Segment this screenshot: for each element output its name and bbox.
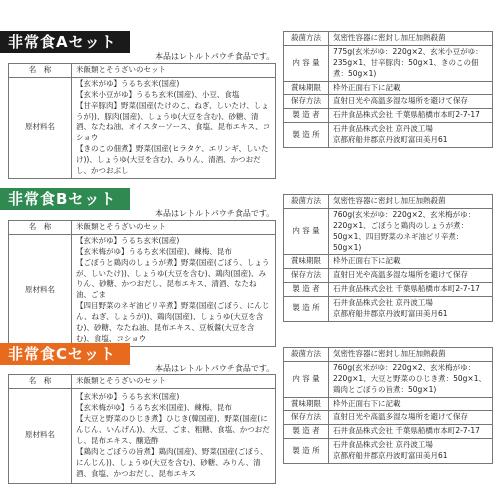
content-label: 内 容 量 bbox=[284, 208, 329, 255]
expiry-value: 枠外正面右下に記載 bbox=[329, 397, 493, 411]
right-info-table bbox=[283, 347, 493, 464]
manufacturer-label: 製 造 者 bbox=[284, 109, 329, 123]
manufacturer-label: 製 造 者 bbox=[284, 425, 329, 439]
table-row bbox=[284, 425, 493, 439]
content-label: 内 容 量 bbox=[284, 45, 329, 81]
content-value: 760g(玄米がゆ：220g×2、玄米梅がゆ：220g×1、ごぼうと鶏肉のしょうが煮：50g×1、四目野菜のネギ油ピリ辛煮：50g×1) bbox=[329, 208, 493, 255]
ingredients-label: 原材料名 bbox=[9, 388, 72, 483]
sterilization-value: 気密性容器に密封し加圧加熱殺菌 bbox=[329, 348, 493, 362]
name-value: 米飯類とそうざいのセット bbox=[72, 375, 276, 389]
storage-value: 直射日光や高温多湿な場所を避けて保存 bbox=[329, 95, 493, 109]
sterilization-value: 気密性容器に密封し加圧加熱殺菌 bbox=[329, 195, 493, 209]
left-label-table bbox=[8, 374, 276, 484]
retort-note: 本品はレトルトパウチ食品です。 bbox=[155, 364, 275, 373]
sterilization-label: 殺菌方法 bbox=[284, 32, 329, 46]
ingredients-value: 【玄米がゆ】うるち玄米(国産) 【玄米梅がゆ】うるち玄米(国産)、練梅、昆布 【ごぼうと鶏肉のしょうが煮】野菜(国産(ごぼう、しょうが、しいたけ))、しょうゆ(大豆を含む)、鶏肉(国産)、みりん、砂糖、かつおだし、昆布エキス、清酒、なたね油、ごま 【四目野菜のネギ油ピリ辛煮】野菜(国産(ごぼう、にんじん、ねぎ、しょうが))、鶏肉(国産)、しょうゆ(大豆を含む)、砂糖、なたね油、昆布エキス、豆板醤(大豆を含む)、食塩、コショウ bbox=[72, 234, 276, 346]
factory-label: 製 造 所 bbox=[284, 297, 329, 322]
storage-value: 直射日光や高温多湿な場所を避けて保存 bbox=[329, 411, 493, 425]
factory-value: 石井食品株式会社 京丹波工場 京都府船井郡京丹波町富田美月61 bbox=[329, 297, 493, 322]
ingredients-value: 【玄米がゆ】うるち玄米(国産) 【玄米小豆がゆ】うるち玄米(国産)、小豆、食塩 【甘辛豚肉】野菜(国産(たけのこ、ねぎ、しいたけ、しょうが))、豚肉(国産)、しょうゆ(大豆を含む)、砂糖、清酒、なたね油、オイスターソース、食塩、昆布エキス、コショウ 【きのこの佃煮】野菜(国産(ヒラタケ、エリンギ、しいたけ))、しょうゆ(大豆を含む)、みりん、清酒、かつおだし、かつおぶし bbox=[72, 77, 276, 178]
factory-label: 製 造 所 bbox=[284, 123, 329, 148]
section-title: 非常食Bセット bbox=[0, 188, 130, 210]
table-row bbox=[9, 388, 276, 483]
sterilization-label: 殺菌方法 bbox=[284, 195, 329, 209]
ingredients-value: 【玄米がゆ】うるち玄米(国産) 【玄米梅がゆ】うるち玄米(国産)、練梅、昆布 【大豆と野菜のひじき煮】ひじき(韓国産)、野菜(国産(にんじん、いんげん))、大豆、ごま、粗糖、食塩、かつおだし、昆布エキス、醸造酢 【鶏肉とごぼうの旨煮】鶏肉(国産)、野菜(国産(ごぼう、にんじん))、しょうゆ(大豆を含む)、砂糖、みりん、清酒、食塩、かつおだし、昆布エキス bbox=[72, 388, 276, 483]
retort-note: 本品はレトルトパウチ食品です。 bbox=[155, 52, 275, 61]
name-label: 名 称 bbox=[9, 375, 72, 389]
expiry-value: 枠外正面右下に記載 bbox=[329, 81, 493, 95]
expiry-value: 枠外正面右下に記載 bbox=[329, 255, 493, 269]
table-row bbox=[284, 348, 493, 362]
expiry-label: 賞味期限 bbox=[284, 255, 329, 269]
table-row bbox=[284, 397, 493, 411]
content-label: 内 容 量 bbox=[284, 361, 329, 397]
manufacturer-value: 石井食品株式会社 千葉県船橋市本町2-7-17 bbox=[329, 109, 493, 123]
manufacturer-value: 石井食品株式会社 千葉県船橋市本町2-7-17 bbox=[329, 425, 493, 439]
ingredients-label: 原材料名 bbox=[9, 77, 72, 178]
table-row bbox=[284, 361, 493, 397]
section-title: 非常食Aセット bbox=[0, 31, 130, 53]
factory-label: 製 造 所 bbox=[284, 439, 329, 464]
name-value: 米飯類とそうざいのセット bbox=[72, 64, 276, 78]
factory-value: 石井食品株式会社 京丹波工場 京都府船井郡京丹波町富田美月61 bbox=[329, 123, 493, 148]
name-value: 米飯類とそうざいのセット bbox=[72, 221, 276, 235]
name-label: 名 称 bbox=[9, 221, 72, 235]
content-value: 775g(玄米がゆ：220g×2、玄米小豆がゆ：235g×1、甘辛豚肉：50g×1、きのこの佃煮：50g×1) bbox=[329, 45, 493, 81]
table-row bbox=[284, 411, 493, 425]
storage-label: 保存方法 bbox=[284, 411, 329, 425]
expiry-label: 賞味期限 bbox=[284, 397, 329, 411]
table-row bbox=[284, 439, 493, 464]
storage-value: 直射日光や高温多湿な場所を避けて保存 bbox=[329, 269, 493, 283]
section-title: 非常食Cセット bbox=[0, 343, 130, 365]
retort-note: 本品はレトルトパウチ食品です。 bbox=[155, 209, 275, 218]
content-value: 760g(玄米がゆ：220g×2、玄米梅がゆ：220g×1、大豆と野菜のひじき煮：50g×1、鶏肉とごぼうの旨煮：50g×1) bbox=[329, 361, 493, 397]
factory-value: 石井食品株式会社 京丹波工場 京都府船井郡京丹波町富田美月61 bbox=[329, 439, 493, 464]
storage-label: 保存方法 bbox=[284, 269, 329, 283]
table-row bbox=[9, 375, 276, 389]
manufacturer-value: 石井食品株式会社 千葉県船橋市本町2-7-17 bbox=[329, 283, 493, 297]
name-label: 名 称 bbox=[9, 64, 72, 78]
manufacturer-label: 製 造 者 bbox=[284, 283, 329, 297]
ingredients-label: 原材料名 bbox=[9, 234, 72, 346]
sterilization-label: 殺菌方法 bbox=[284, 348, 329, 362]
storage-label: 保存方法 bbox=[284, 95, 329, 109]
sterilization-value: 気密性容器に密封し加圧加熱殺菌 bbox=[329, 32, 493, 46]
expiry-label: 賞味期限 bbox=[284, 81, 329, 95]
